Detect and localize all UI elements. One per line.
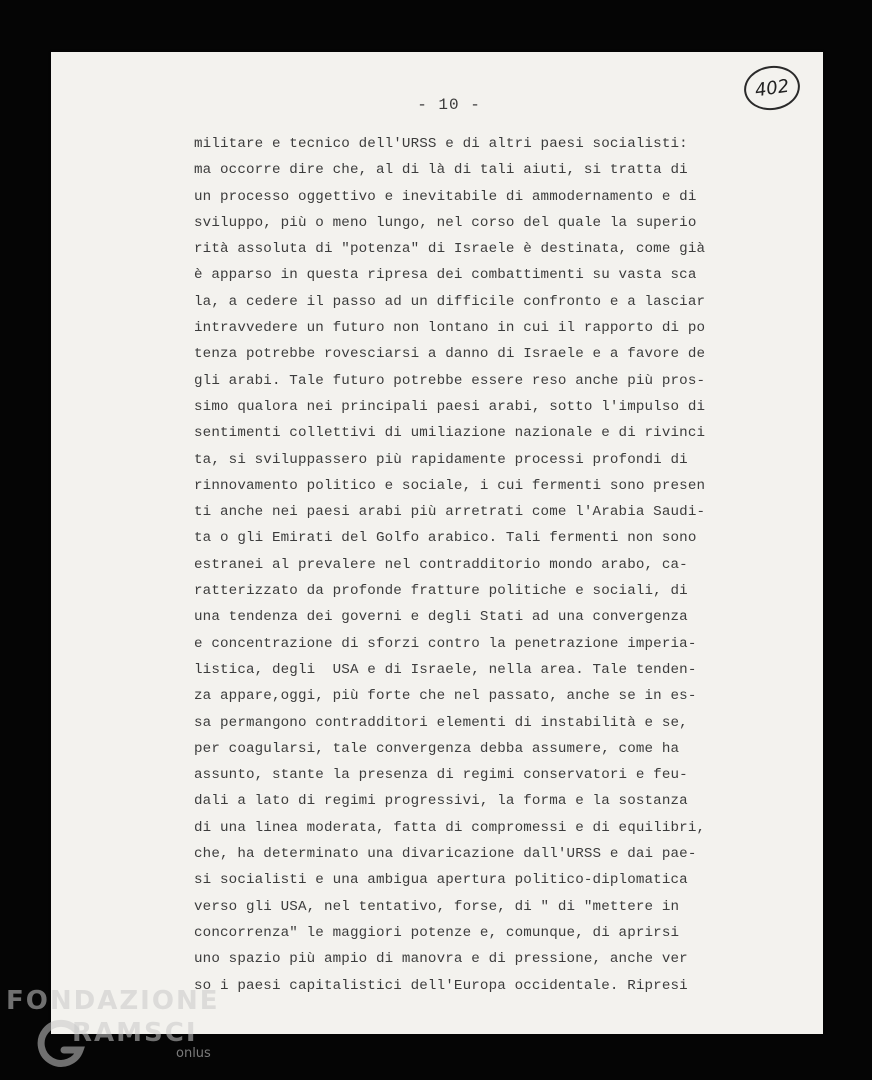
text-line: militare e tecnico dell'URSS e di altri paesi socialisti: [194,136,688,152]
watermark-logo [6,986,246,1076]
text-line: una tendenza dei governi e degli Stati ad una convergenza [194,609,688,626]
text-line: sentimenti collettivi di umiliazione nazionale e di rivinci [194,425,706,442]
text-line: sviluppo, più o meno lungo, nel corso del quale la superio [194,214,697,231]
archive-stamp: 402 [741,62,803,113]
text-line: sa permangono contradditori elementi di instabilità e se, [194,714,688,731]
text-line: uno spazio più ampio di manovra e di pressione, anche ver [194,951,688,968]
typewritten-text [194,131,754,999]
page-number: - 10 - [417,96,481,114]
text-line: ta, si sviluppassero più rapidamente processi profondi di [194,451,688,468]
text-line: intravvedere un futuro non lontano in cui il rapporto di po [194,320,706,337]
text-line: dali a lato di regimi progressivi, la forma e la sostanza [194,793,688,810]
text-line: ti anche nei paesi arabi più arretrati come l'Arabia Saudi- [194,504,706,521]
text-line: estranei al prevalere nel contradditorio mondo arabo, ca- [194,556,688,573]
text-line: rinnovamento politico e sociale, i cui fermenti sono presen [194,477,706,494]
text-line: gli arabi. Tale futuro potrebbe essere reso anche più pros- [194,372,706,389]
text-line: ma occorre dire che, al di là di tali aiuti, si tratta di [194,162,688,179]
text-line: è apparso in questa ripresa dei combattimenti su vasta sca [194,267,697,284]
text-line: e concentrazione di sforzi contro la penetrazione imperia- [194,635,697,652]
text-line: listica, degli USA e di Israele, nella area. Tale tenden- [194,661,697,678]
text-line: so i paesi capitalistici dell'Europa occidentale. Ripresi [194,977,688,994]
watermark-line-3: onlus [176,1046,211,1061]
text-line: ratterizzato da profonde fratture politiche e sociali, di [194,583,688,600]
text-line: per coagularsi, tale convergenza debba assumere, come ha [194,740,680,757]
text-line: rità assoluta di "potenza" di Israele è destinata, come già [194,241,706,258]
watermark-line-1: FONDAZIONE [6,986,220,1016]
text-line: tenza potrebbe rovesciarsi a danno di Israele e a favore de [194,346,706,363]
text-line: verso gli USA, nel tentativo, forse, di " di "mettere in [194,898,680,915]
text-line: che, ha determinato una divaricazione dall'URSS e dai pae- [194,846,697,863]
text-line: un processo oggettivo e inevitabile di ammodernamento e di [194,188,697,205]
text-line: ta o gli Emirati del Golfo arabico. Tali fermenti non sono [194,530,697,547]
watermark-line-2: RAMSCI [72,1018,198,1048]
text-line: concorrenza" le maggiori potenze e, comunque, di aprirsi [194,924,680,941]
text-line: di una linea moderata, fatta di compromessi e di equilibri, [194,819,706,836]
text-line: assunto, stante la presenza di regimi conservatori e feu- [194,767,688,784]
document-page [51,52,823,1034]
text-line: simo qualora nei principali paesi arabi, sotto l'impulso di [194,398,706,415]
text-line: za appare,oggi, più forte che nel passato, anche se in es- [194,688,697,705]
text-line: la, a cedere il passo ad un difficile confronto e a lasciar [194,293,706,310]
text-line: si socialisti e una ambigua apertura politico-diplomatica [194,872,688,889]
